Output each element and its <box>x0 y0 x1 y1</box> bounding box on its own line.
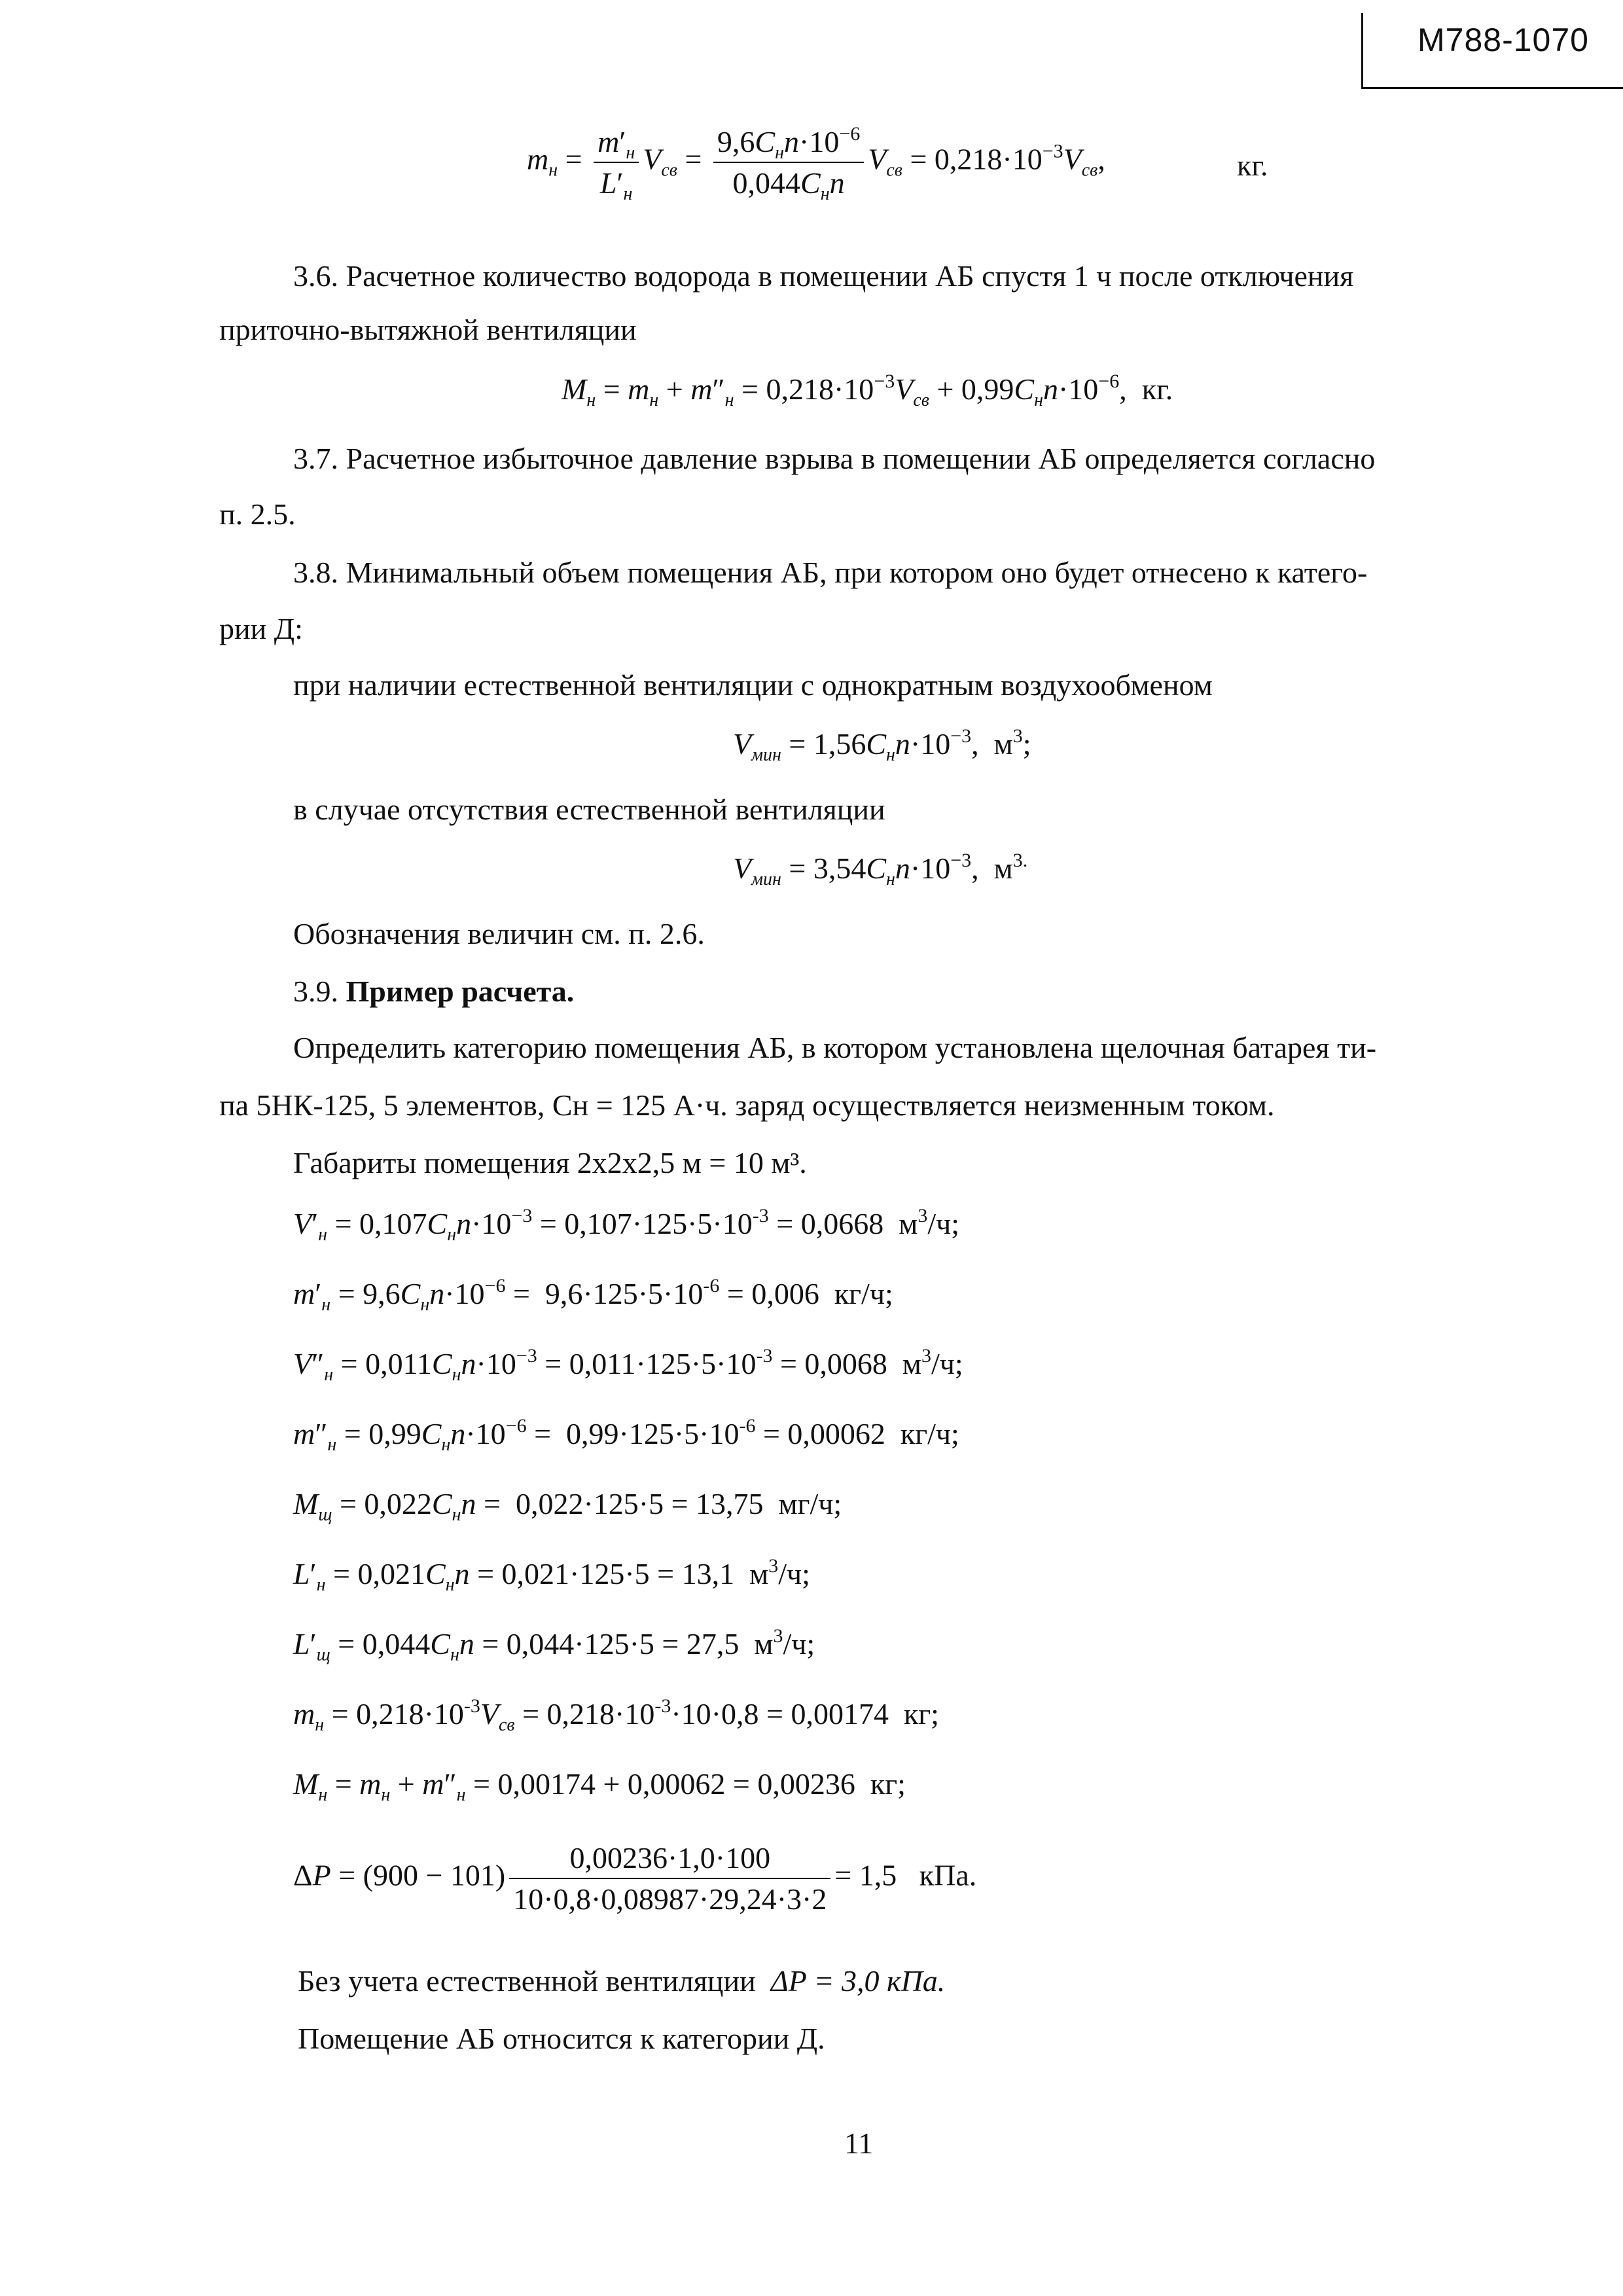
paragraph-3-9-line2: па 5НК-125, 5 элементов, Сн = 125 А·ч. заряд осуществляется неизменным током. <box>219 1088 1275 1122</box>
formula-m-n: $m_н$ = $\frac{m'_н}{L'_н}$ $V_{св}$ = $\frac{9,6C_нn\cdot 10^{-6}}{0,044C_нn}$ $V_{св} = 0,218\cdot 10^{-3}V_{св}$, <box>527 123 1105 204</box>
stamp-border-horizontal <box>1361 87 1623 89</box>
paragraph-3-9-line1: Определить категорию помещения АБ, в котором установлена щелочная батарея ти- <box>293 1031 1377 1064</box>
stamp-border-vertical <box>1361 13 1363 89</box>
calc-m-prime: $m'_н = 9,6C_нn\cdot 10^{-6} = 9,6\cdot 125\cdot 5\cdot 10^{-6} = 0,006$ кг/ч; <box>293 1275 893 1315</box>
calc-m-alkali: $M_щ = 0,022C_нn = 0,022\cdot 125\cdot 5 = 13,75$ мг/ч; <box>293 1487 842 1525</box>
calc-total-m-n: $M_н = m_н + m''_н = 0,00174 + 0,00062 = 0,00236$ кг; <box>293 1767 906 1805</box>
calc-l-prime-n: $L'_н = 0,021C_нn = 0,021\cdot 125\cdot 5 = 13,1$ $м^3/ч$; <box>293 1555 810 1595</box>
paragraph-3-8-line2: рии Д: <box>219 612 303 645</box>
document-code: М788-1070 <box>1418 22 1589 58</box>
calc-m-n: $m_н = 0,218\cdot 10^{-3}V_{св} = 0,218\cdot 10^{-3}\cdot 10\cdot 0,8 = 0,00174$ кг; <box>293 1695 939 1735</box>
paragraph-3-6-line1: 3.6. Расчетное количество водорода в помещении АБ спустя 1 ч после отключения <box>293 259 1354 293</box>
section-title: Пример расчета <box>346 975 567 1008</box>
document-code-stamp <box>1361 13 1623 89</box>
paragraph-3-8-line1: 3.8. Минимальный объем помещения АБ, при котором оно будет отнесено к катего- <box>293 556 1368 589</box>
calc-m-double-prime: $m''_н = 0,99C_нn\cdot 10^{-6} = 0,99\cdot 125\cdot 5\cdot 10^{-6} = 0,00062$ кг/ч; <box>293 1415 959 1455</box>
conclusion-no-vent-value: ΔP = 3,0 кПа. <box>770 1964 946 1998</box>
paragraph-3-9-heading: 3.9. Пример расчета. <box>293 975 575 1008</box>
formula-m-n-unit: кг. <box>1237 149 1268 182</box>
formula-v-min-no-vent: $V_{мин} = 3,54C_нn\cdot 10^{-3}$, $м^{3.}$ <box>733 850 1028 889</box>
calc-l-prime-alkali: $L'_щ = 0,044C_нn = 0,044\cdot 125\cdot 5 = 27,5$ $м^3/ч$; <box>293 1625 815 1665</box>
paragraph-3-8-case2: в случае отсутствия естественной вентиляции <box>293 793 885 826</box>
paragraph-3-6-line2: приточно-вытяжной вентиляции <box>219 313 637 346</box>
paragraph-3-7-line1: 3.7. Расчетное избыточное давление взрыва в помещении АБ определяется согласно <box>293 442 1376 475</box>
calc-v-double-prime: $V''_н = 0,011C_нn\cdot 10^{-3} = 0,011\cdot 125\cdot 5\cdot 10^{-3} = 0,0068$ $м^3/ч$; <box>293 1345 963 1385</box>
calc-v-prime: $V'_н = 0,107C_нn\cdot 10^{-3} = 0,107\cdot 125\cdot 5\cdot 10^{-3} = 0,0668$ $м^3/ч$; <box>293 1205 960 1245</box>
paragraph-3-8-case1: при наличии естественной вентиляции с однократным воздухообменом <box>293 668 1213 702</box>
conclusion-no-vent <box>298 1962 945 2000</box>
page-number: 11 <box>844 2126 874 2160</box>
paragraph-3-9-dims: Габариты помещения 2х2х2,5 м = 10 м³. <box>293 1146 807 1179</box>
paragraph-3-7-line2: п. 2.5. <box>219 497 296 531</box>
formula-total-hydrogen: $M_н = m_н + m''_н = 0,218\cdot 10^{-3}V_{св} + 0,99C_нn\cdot 10^{-6}$, кг. <box>562 370 1173 410</box>
calc-delta-p: ΔP = (900 − 101) $\frac{0,00236\cdot 1,0\cdot 100}{10\cdot 0,8\cdot 0,08987\cdot 29,24\cdot 3\cdot 2}$ = 1,5 кПа. <box>293 1841 977 1916</box>
conclusion-no-vent-text: Без учета естественной вентиляции <box>298 1964 756 1998</box>
paragraph-3-8-notation: Обозначения величин см. п. 2.6. <box>293 917 705 950</box>
section-number: 3.9. <box>293 975 338 1008</box>
formula-v-min-natural-vent: $V_{мин} = 1,56C_нn\cdot 10^{-3}$, $м^3$; <box>733 725 1031 765</box>
conclusion-final: Помещение АБ относится к категории Д. <box>298 2022 825 2055</box>
